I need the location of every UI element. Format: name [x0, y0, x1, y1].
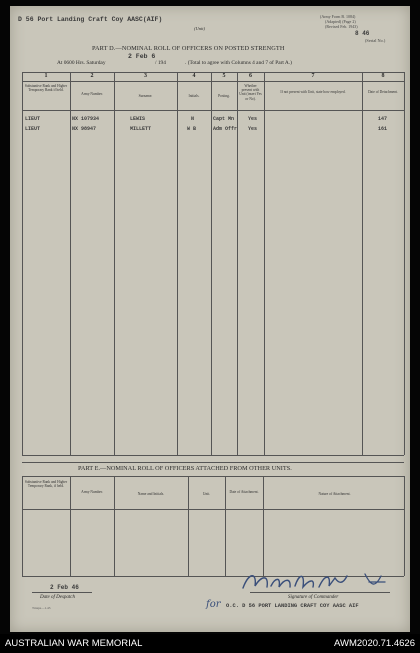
col-header-present: Whether present with Unit (insert Yes or No). [239, 84, 262, 101]
serial-label: (Serial No.) [365, 38, 386, 43]
dispatch-date-typed: 2 Feb 46 [50, 584, 79, 591]
print-ref: Trnsps—1.43 [32, 606, 51, 610]
cell-detachment-date: 147 [378, 116, 388, 122]
col-border-3 [177, 72, 178, 455]
unit-label: (Unit) [194, 26, 205, 31]
e-col-header-unit: Unit. [202, 492, 211, 496]
col-border-right [404, 72, 405, 455]
signature-label: Signature of Commander [288, 595, 339, 600]
table-bottom-rule [22, 455, 404, 456]
cell-rank: LIEUT [25, 126, 41, 132]
cell-surname: LEWIS [130, 116, 146, 122]
e-col-border-4 [225, 476, 226, 576]
part-e-title: PART E.—NOMINAL ROLL OF OFFICERS ATTACHED FROM OTHER UNITS. [78, 465, 292, 472]
col-border-2 [114, 72, 115, 455]
part-e-header-rule-top [22, 476, 404, 477]
col-border-left [22, 72, 23, 455]
col-header-surname: Surname. [138, 94, 153, 98]
e-col-border-3 [188, 476, 189, 576]
for-handwritten: for [206, 599, 221, 610]
cell-surname: MILLETT [130, 126, 152, 132]
part-d-at-line-mid: / 194 [155, 60, 166, 66]
signature-rule [250, 592, 390, 593]
col-number: 5 [222, 73, 226, 79]
part-d-at-line: At 0600 Hrs. Saturday [57, 60, 106, 66]
cell-posting: Adm Offr [213, 126, 238, 132]
form-ref-3: (Revised Feb. 1943) [325, 24, 358, 29]
col-number: 4 [192, 73, 196, 79]
col-number: 6 [249, 73, 252, 79]
col-header-detachment-date: Date of Detachment. [368, 90, 398, 94]
col-number: 8 [381, 73, 385, 79]
col-header-posting: Posting. [218, 94, 230, 98]
e-col-header-army-number: Army Number. [81, 490, 103, 494]
table-numbers-rule [22, 81, 404, 82]
e-col-header-attach-date: Date of Attachment. [229, 490, 259, 494]
commander-typed: O.C. D 56 PORT LANDING CRAFT COY AASC AIF [226, 603, 359, 609]
caption-right: AWM2020.71.4626 [334, 638, 415, 649]
unit-typed: D 56 Port Landing Craft Coy AASC(AIF) [18, 16, 163, 23]
col-header-rank: Substantive Rank and Higher Temporary Rank if held. [24, 84, 68, 93]
cell-rank: LIEUT [25, 116, 41, 122]
cell-army-number: NX 107934 [72, 116, 100, 122]
col-header-army-number: Army Number. [81, 92, 103, 96]
col-border-6 [264, 72, 265, 455]
document-sheet [10, 6, 410, 632]
part-d-at-line-end: . (Total to agree with Columns 4 and 7 of Part A.) [185, 60, 292, 66]
cell-present: Yes [248, 116, 258, 122]
cell-posting: Capt Mn [213, 116, 235, 122]
e-col-border-left [22, 476, 23, 576]
col-header-initials: Initials. [188, 94, 200, 98]
col-number: 2 [90, 73, 94, 79]
dispatch-rule [32, 592, 92, 593]
e-col-header-rank: Substantive Rank and Higher Temporary Rank, if held. [24, 480, 68, 489]
part-d-title: PART D.—NOMINAL ROLL OF OFFICERS ON POSTED STRENGTH [92, 45, 285, 52]
part-d-date-typed: 2 Feb 6 [128, 53, 156, 60]
form-ref-2: (Adapted) (Page 2) [325, 19, 356, 24]
cell-detachment-date: 161 [378, 126, 388, 132]
e-col-border-5 [263, 476, 264, 576]
e-col-header-nature: Nature of Attachment. [318, 492, 351, 496]
col-header-employed: If not present with Unit, state how employed. [280, 90, 346, 94]
cell-army-number: NX 98947 [72, 126, 97, 132]
cell-initials: W B [187, 126, 197, 132]
cell-initials: N [191, 116, 195, 122]
form-ref-1: (Army Form B. 1084) [320, 14, 356, 19]
col-number: 3 [144, 73, 147, 79]
e-col-header-name: Name and Initials. [137, 492, 165, 496]
part-e-top-rule [22, 462, 404, 463]
e-col-border-1 [70, 476, 71, 576]
table-header-rule [22, 110, 404, 111]
e-col-border-2 [114, 476, 115, 576]
serial-typed: 8 46 [355, 30, 370, 37]
col-number: 7 [311, 73, 315, 79]
cell-present: Yes [248, 126, 258, 132]
caption-left: AUSTRALIAN WAR MEMORIAL [5, 638, 143, 649]
dispatch-label: Date of Despatch [40, 595, 75, 600]
e-col-border-right [404, 476, 405, 576]
col-number: 1 [44, 73, 48, 79]
col-border-4 [211, 72, 212, 455]
col-border-7 [362, 72, 363, 455]
col-border-5 [237, 72, 238, 455]
part-e-header-rule [22, 509, 404, 510]
col-border-1 [70, 72, 71, 455]
caption-bar [0, 634, 420, 653]
